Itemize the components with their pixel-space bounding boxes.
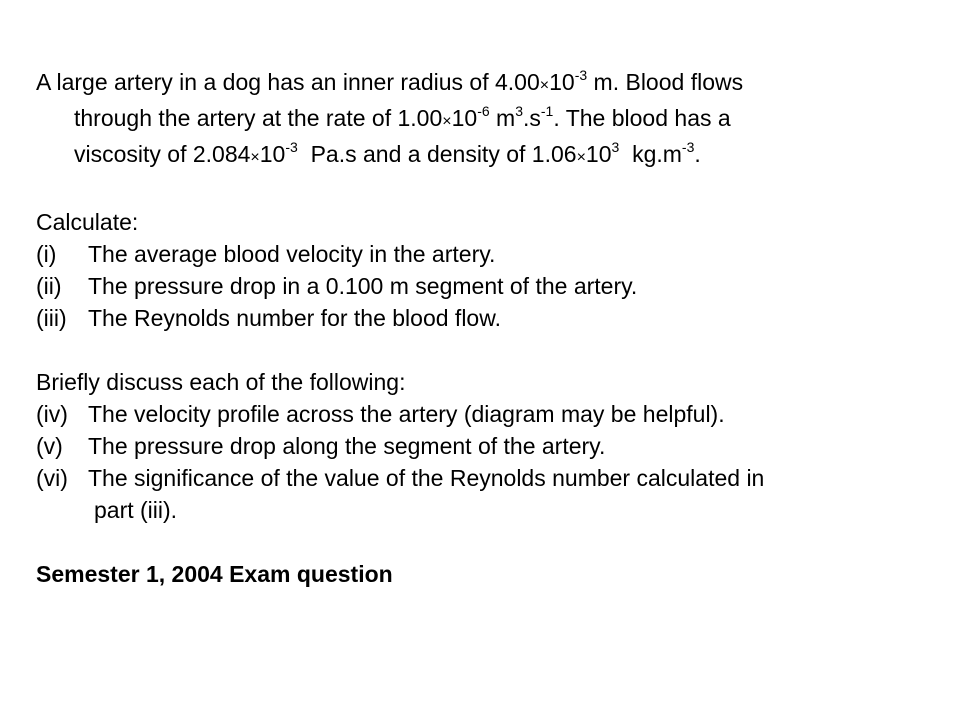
times-symbol: ×: [539, 77, 550, 94]
discuss-heading: Briefly discuss each of the following:: [36, 369, 406, 395]
question-item: [36, 462, 936, 494]
item-number: (v): [36, 433, 63, 459]
question-item: [36, 430, 936, 462]
item-continuation: part (iii).: [94, 497, 178, 523]
item-number: (i): [36, 241, 57, 267]
spacer: [36, 174, 936, 206]
question-item: [36, 270, 936, 302]
discuss-section: [36, 366, 936, 526]
item-number: (iii): [36, 305, 67, 331]
slide-content: [36, 66, 936, 590]
question-item: [36, 398, 936, 430]
item-text: The average blood velocity in the artery.: [88, 241, 496, 267]
question-item: [36, 302, 936, 334]
item-text: The pressure drop in a 0.100 m segment of the artery.: [88, 273, 638, 299]
spacer: [36, 526, 936, 558]
problem-line-2: through the artery at the rate of $1.00\times 10^{-6}$ $m^3.s^{-1}$. The blood has a: [74, 103, 731, 131]
item-text: The Reynolds number for the blood flow.: [88, 305, 501, 331]
item-number: (vi): [36, 465, 68, 491]
item-number: (iv): [36, 401, 68, 427]
problem-line-1: A large artery in a dog has an inner radius of $4.00\times 10^{-3}$ m. Blood flows: [36, 67, 744, 95]
source-note: Semester 1, 2004 Exam question: [36, 561, 393, 587]
item-text: The pressure drop along the segment of the artery.: [88, 433, 606, 459]
calculate-section: [36, 206, 936, 334]
problem-line-3: viscosity of $2.084\times 10^{-3}$ Pa.s and a density of $1.06\times 10^3$ $kg.m^{-3}$.: [74, 139, 701, 167]
spacer: [36, 334, 936, 366]
calculate-heading: Calculate:: [36, 209, 139, 235]
question-item: [36, 238, 936, 270]
times-symbol: ×: [576, 149, 586, 166]
times-symbol: ×: [442, 113, 452, 130]
item-number: (ii): [36, 273, 62, 299]
item-text: The velocity profile across the artery (diagram may be helpful).: [88, 401, 725, 427]
item-text: The significance of the value of the Reynolds number calculated in: [88, 465, 765, 491]
times-symbol: ×: [250, 149, 260, 166]
problem-statement: [36, 66, 936, 174]
